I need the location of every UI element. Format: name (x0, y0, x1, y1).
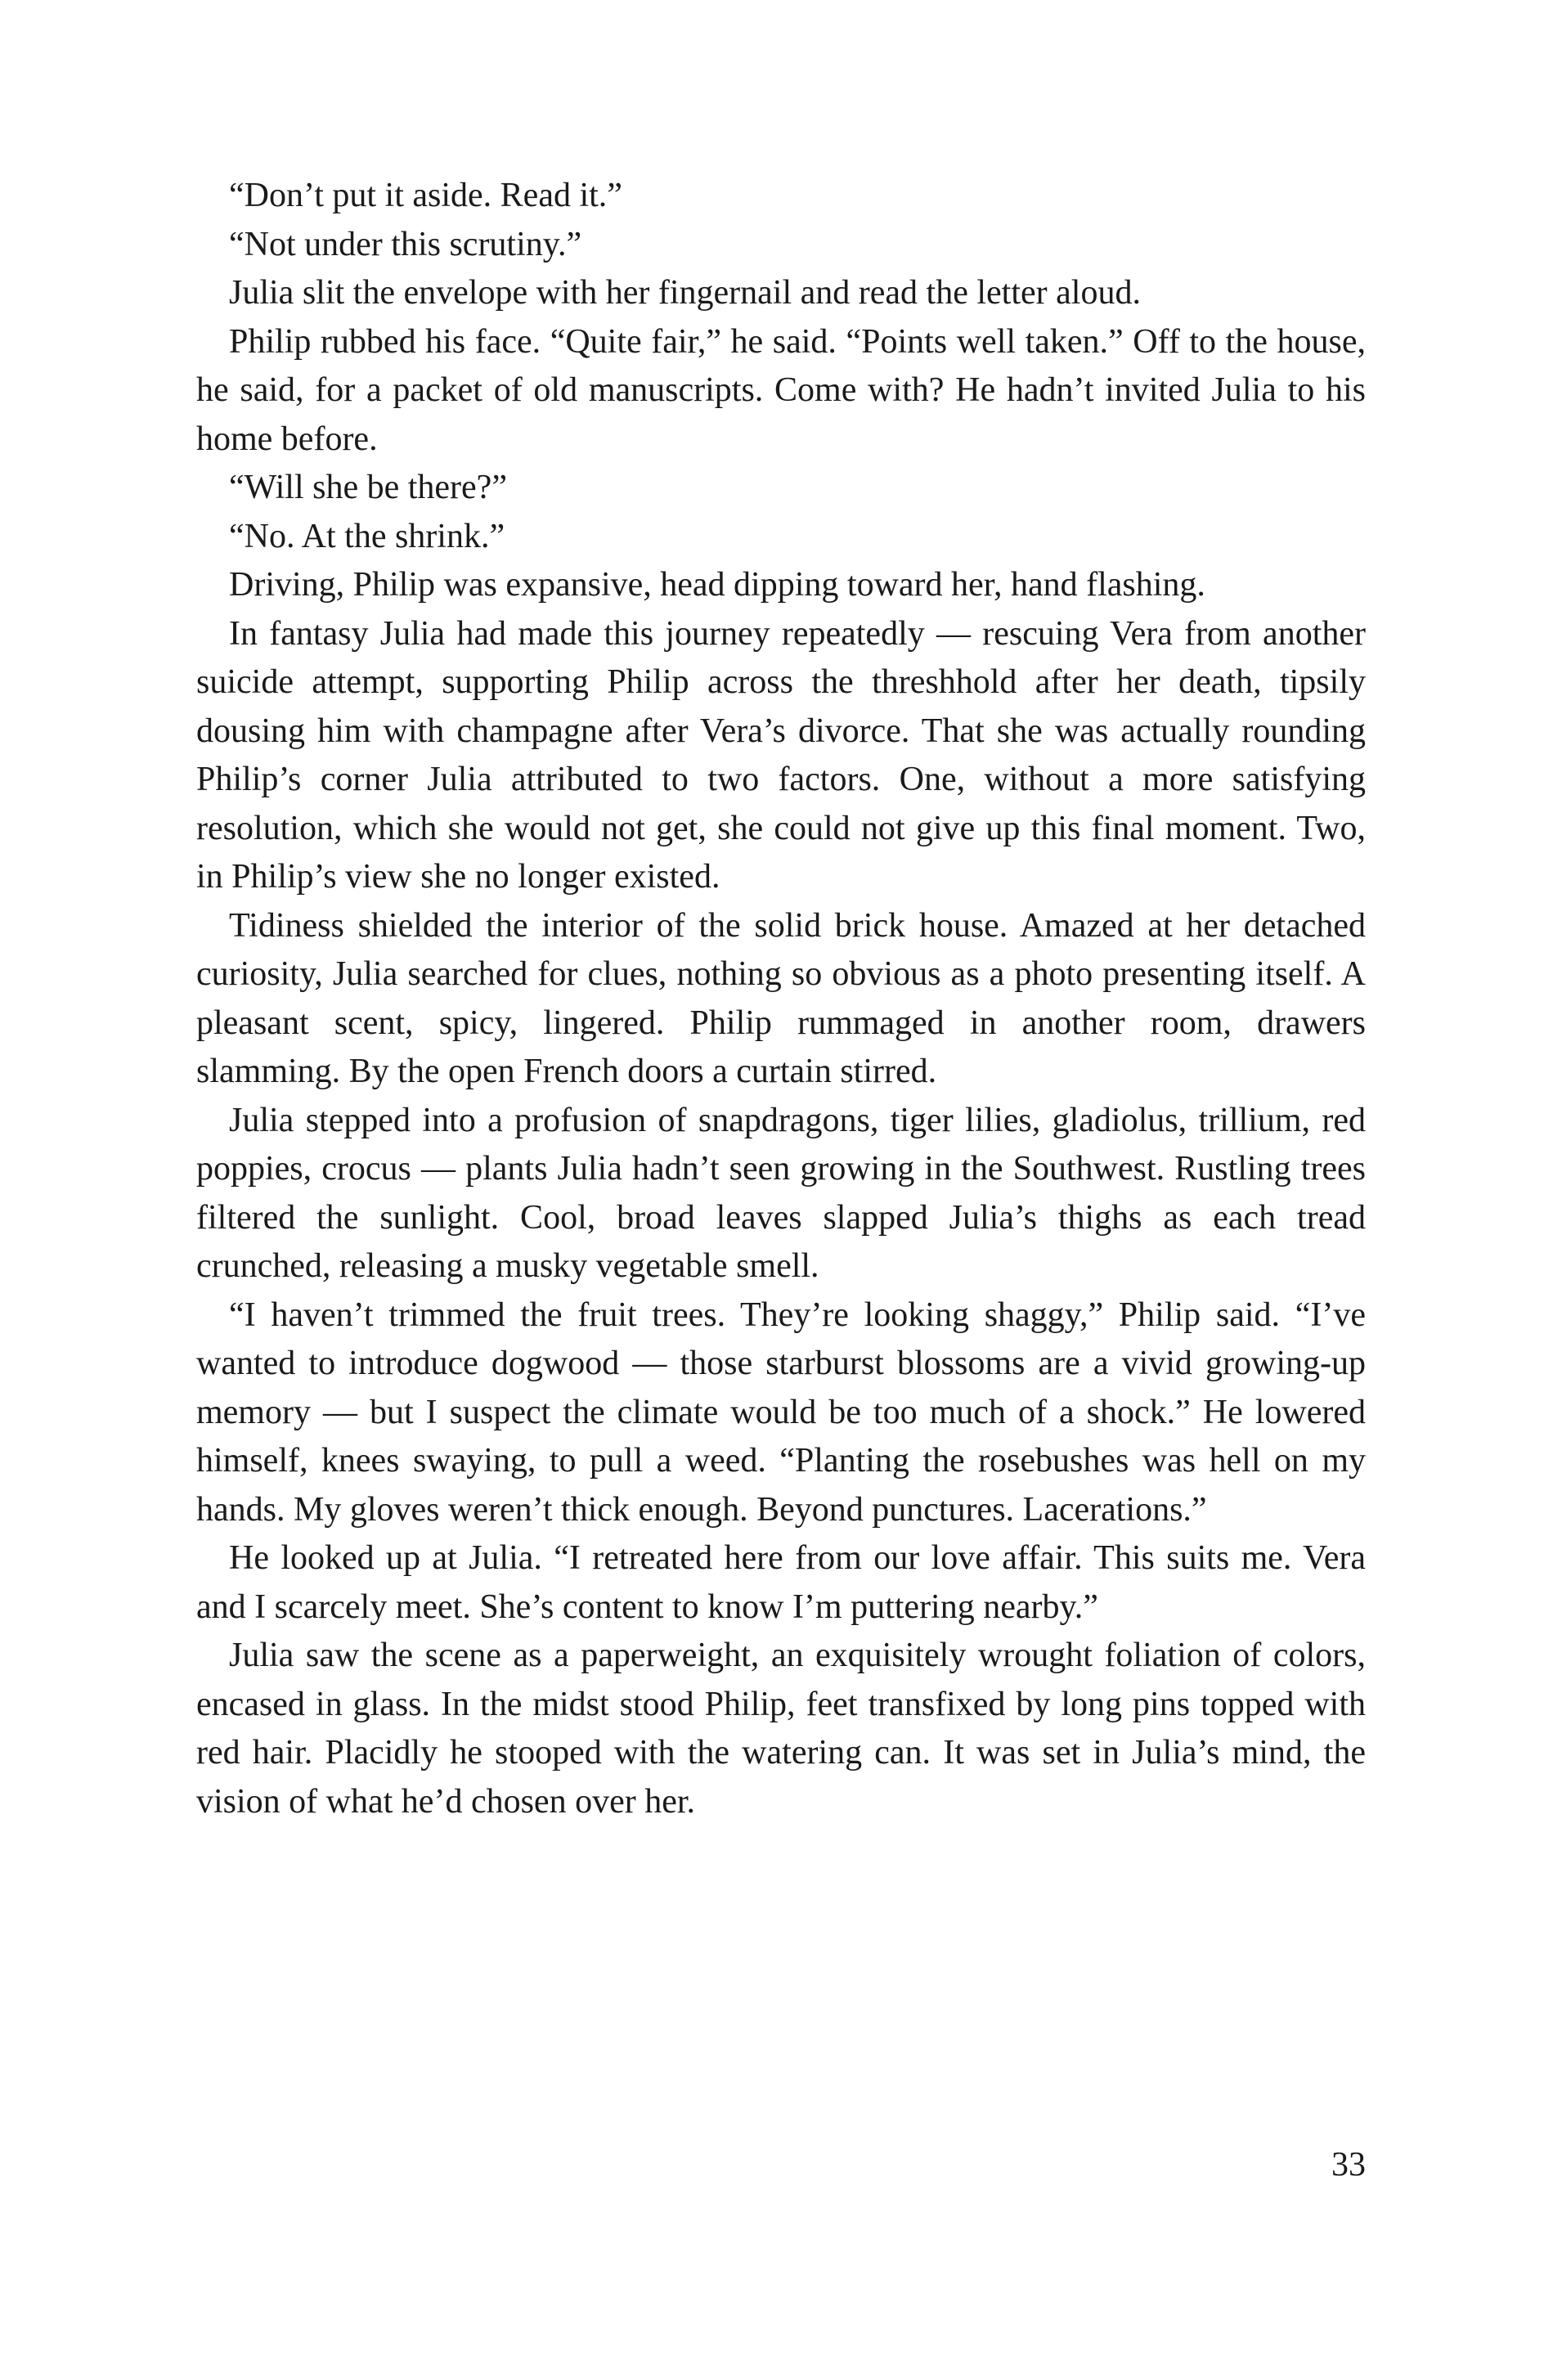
paragraph: In fantasy Julia had made this journey repeatedly — rescuing Vera from another suicide attempt, supporting Philip across the threshhold after her death, tipsily dousing him with champagne after Vera’s divorce. That she was actually rounding Philip’s corner Julia attributed to two factors. One, without a more satisfying resolution, which she would not get, she could not give up this final moment. Two, in Philip’s view she no longer existed. (196, 614, 1366, 896)
paragraph: Julia slit the envelope with her fingernail and read the letter aloud. (229, 274, 1141, 312)
paragraph: “I haven’t trimmed the fruit trees. They’re looking shaggy,” Philip said. “I’ve wanted to introduce dogwood — those starburst blossoms are a vivid growing-up memory — but I suspect the climate would be too much of a shock.” He lowered himself, knees swaying, to pull a weed. “Planting the rosebushes was hell on my hands. My gloves weren’t thick enough. Beyond punctures. Lacerations.” (196, 1296, 1366, 1529)
paragraph: He looked up at Julia. “I retreated here from our love affair. This suits me. Vera and I scarcely meet. She’s content to know I’m puttering nearby.” (196, 1539, 1366, 1626)
paragraph: “Don’t put it aside. Read it.” (229, 177, 622, 214)
paragraph: Driving, Philip was expansive, head dipping toward her, hand flashing. (229, 566, 1205, 604)
paragraph: Julia saw the scene as a paperweight, an exquisitely wrought foliation of colors, encased in glass. In the midst stood Philip, feet transfixed by long pins topped with red hair. Placidly he stooped with the watering can. It was set in Julia’s mind, the vision of what he’d chosen over her. (196, 1637, 1366, 1821)
paragraph: Julia stepped into a profusion of snapdragons, tiger lilies, gladiolus, trillium, red poppies, crocus — plants Julia hadn’t seen growing in the Southwest. Rustling trees filtered the sunlight. Cool, broad leaves slapped Julia’s thighs as each tread crunched, releasing a musky vegetable smell. (196, 1101, 1366, 1285)
page-body (196, 172, 1366, 1826)
paragraph: Tidiness shielded the interior of the solid brick house. Amazed at her detached curiosity, Julia searched for clues, nothing so obvious as a photo presenting itself. A pleasant scent, spicy, lingered. Philip rummaged in another room, drawers slamming. By the open French doors a curtain stirred. (196, 906, 1366, 1090)
paragraph: “Will she be there?” (229, 469, 507, 506)
paragraph: “No. At the shrink.” (229, 517, 505, 555)
paragraph: “Not under this scrutiny.” (229, 225, 582, 263)
page-number: 33 (1331, 2146, 1366, 2184)
paragraph: Philip rubbed his face. “Quite fair,” he said. “Points well taken.” Off to the house, he said, for a packet of old manuscripts. Come with? He hadn’t invited Julia to his home before. (196, 322, 1366, 458)
